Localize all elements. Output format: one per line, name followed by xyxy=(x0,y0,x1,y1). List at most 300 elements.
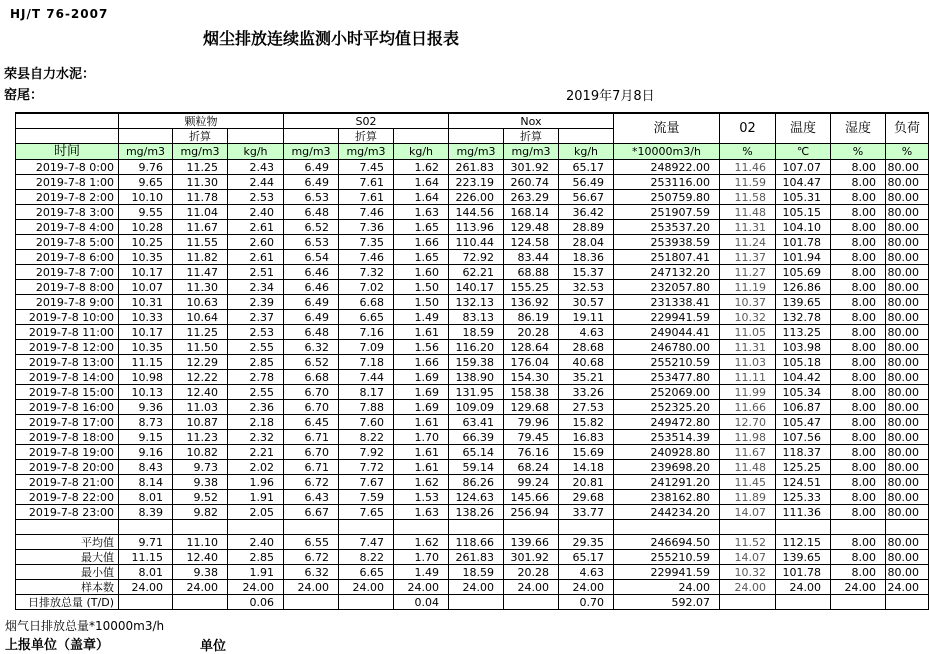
table-row xyxy=(16,355,929,370)
value-cell: 8.00 xyxy=(831,445,886,460)
value-cell: 101.78 xyxy=(776,565,831,580)
value-cell: 10.32 xyxy=(720,565,776,580)
value-cell: 239698.20 xyxy=(614,460,720,475)
value-cell: 132.78 xyxy=(776,310,831,325)
value-cell: 10.64 xyxy=(173,310,228,325)
value-cell xyxy=(720,520,776,535)
value-cell: 11.98 xyxy=(720,430,776,445)
value-cell: 11.03 xyxy=(173,400,228,415)
value-cell: 229941.59 xyxy=(614,565,720,580)
value-cell: 124.58 xyxy=(504,235,559,250)
value-cell xyxy=(831,520,886,535)
value-cell: 7.36 xyxy=(339,220,394,235)
reporting-unit-label: 上报单位（盖章） xyxy=(5,638,110,653)
value-cell: 9.55 xyxy=(119,205,173,220)
value-cell: 1.69 xyxy=(394,400,449,415)
page-title: 烟尘排放连续监测小时平均值日报表 xyxy=(202,29,459,48)
value-cell: 6.46 xyxy=(284,265,339,280)
value-cell: 80.00 xyxy=(886,415,929,430)
value-cell: 80.00 xyxy=(886,265,929,280)
value-cell: 9.38 xyxy=(173,475,228,490)
value-cell: 6.45 xyxy=(284,415,339,430)
value-cell: 35.21 xyxy=(559,370,614,385)
value-cell: 11.25 xyxy=(173,325,228,340)
row-label: 2019-7-8 22:00 xyxy=(16,490,119,505)
value-cell: 253537.20 xyxy=(614,220,720,235)
value-cell: 80.00 xyxy=(886,205,929,220)
value-cell: 155.25 xyxy=(504,280,559,295)
value-cell: 158.38 xyxy=(504,385,559,400)
value-cell: 11.37 xyxy=(720,250,776,265)
value-cell: 9.76 xyxy=(119,160,173,175)
value-cell: 80.00 xyxy=(886,190,929,205)
value-cell: 8.00 xyxy=(831,325,886,340)
value-cell: 1.69 xyxy=(394,370,449,385)
value-cell: 105.15 xyxy=(776,205,831,220)
value-cell: 8.00 xyxy=(831,295,886,310)
value-cell: 19.11 xyxy=(559,310,614,325)
value-cell: 104.47 xyxy=(776,175,831,190)
value-cell: 11.31 xyxy=(720,340,776,355)
value-cell: 9.65 xyxy=(119,175,173,190)
value-cell: 65.14 xyxy=(449,445,504,460)
row-label: 2019-7-8 5:00 xyxy=(16,235,119,250)
value-cell: 124.63 xyxy=(449,490,504,505)
value-cell: 8.00 xyxy=(831,370,886,385)
value-cell: 253938.59 xyxy=(614,235,720,250)
value-cell: 18.59 xyxy=(449,565,504,580)
value-cell xyxy=(228,520,284,535)
value-cell: 6.68 xyxy=(284,370,339,385)
value-cell: 139.65 xyxy=(776,550,831,565)
value-cell xyxy=(173,595,228,610)
row-label: 2019-7-8 17:00 xyxy=(16,415,119,430)
value-cell: 105.69 xyxy=(776,265,831,280)
group-nox: Nox xyxy=(449,113,614,129)
value-cell: 11.67 xyxy=(173,220,228,235)
value-cell: 226.00 xyxy=(449,190,504,205)
value-cell: 8.00 xyxy=(831,265,886,280)
value-cell: 6.71 xyxy=(284,430,339,445)
unit-header-row: 时间 mg/m3 mg/m3 kg/h mg/m3 mg/m3 kg/h mg/m3 mg/m3 kg/h *10000m3/h % ℃ % % xyxy=(16,144,929,160)
value-cell: 65.17 xyxy=(559,550,614,565)
value-cell: 32.53 xyxy=(559,280,614,295)
value-cell: 14.18 xyxy=(559,460,614,475)
value-cell: 301.92 xyxy=(504,160,559,175)
value-cell: 1.49 xyxy=(394,310,449,325)
value-cell: 7.92 xyxy=(339,445,394,460)
value-cell xyxy=(720,595,776,610)
value-cell: 6.67 xyxy=(284,505,339,520)
value-cell: 132.13 xyxy=(449,295,504,310)
value-cell: 11.04 xyxy=(173,205,228,220)
value-cell: 8.17 xyxy=(339,385,394,400)
value-cell: 28.04 xyxy=(559,235,614,250)
monitoring-point: 窑尾： xyxy=(4,88,44,103)
value-cell: 80.00 xyxy=(886,160,929,175)
spacer-row xyxy=(16,520,929,535)
value-cell: 103.98 xyxy=(776,340,831,355)
value-cell: 80.00 xyxy=(886,220,929,235)
value-cell xyxy=(776,520,831,535)
value-cell: 1.66 xyxy=(394,235,449,250)
value-cell: 7.47 xyxy=(339,535,394,550)
value-cell: 6.65 xyxy=(339,310,394,325)
value-cell: 15.69 xyxy=(559,445,614,460)
value-cell: 10.10 xyxy=(119,190,173,205)
value-cell: 83.44 xyxy=(504,250,559,265)
standard-code: HJ/T 76-2007 xyxy=(10,7,109,21)
value-cell: 68.88 xyxy=(504,265,559,280)
value-cell: 16.83 xyxy=(559,430,614,445)
value-cell: 8.00 xyxy=(831,235,886,250)
value-cell: 27.53 xyxy=(559,400,614,415)
value-cell: 231338.41 xyxy=(614,295,720,310)
value-cell: 10.37 xyxy=(720,295,776,310)
value-cell: 11.10 xyxy=(173,535,228,550)
value-cell: 6.48 xyxy=(284,325,339,340)
value-cell: 124.51 xyxy=(776,475,831,490)
value-cell: 138.90 xyxy=(449,370,504,385)
value-cell: 8.00 xyxy=(831,175,886,190)
value-cell: 33.77 xyxy=(559,505,614,520)
value-cell: 8.01 xyxy=(119,490,173,505)
value-cell: 11.47 xyxy=(173,265,228,280)
value-cell: 30.57 xyxy=(559,295,614,310)
value-cell: 10.33 xyxy=(119,310,173,325)
value-cell: 7.35 xyxy=(339,235,394,250)
value-cell: 80.00 xyxy=(886,490,929,505)
value-cell: 10.32 xyxy=(720,310,776,325)
value-cell: 255210.59 xyxy=(614,550,720,565)
value-cell: 80.00 xyxy=(886,385,929,400)
value-cell: 6.49 xyxy=(284,310,339,325)
value-cell: 24.00 xyxy=(228,580,284,595)
value-cell: 80.00 xyxy=(886,475,929,490)
value-cell: 2.39 xyxy=(228,295,284,310)
value-cell: 11.15 xyxy=(119,550,173,565)
value-cell: 104.10 xyxy=(776,220,831,235)
value-cell: 24.00 xyxy=(504,580,559,595)
value-cell: 7.72 xyxy=(339,460,394,475)
value-cell xyxy=(449,520,504,535)
value-cell: 238162.80 xyxy=(614,490,720,505)
row-label: 2019-7-8 14:00 xyxy=(16,370,119,385)
value-cell xyxy=(119,595,173,610)
value-cell: 252069.00 xyxy=(614,385,720,400)
value-cell: 2.44 xyxy=(228,175,284,190)
value-cell: 29.35 xyxy=(559,535,614,550)
value-cell: 8.00 xyxy=(831,190,886,205)
value-cell: 260.74 xyxy=(504,175,559,190)
value-cell: 40.68 xyxy=(559,355,614,370)
value-cell: 2.53 xyxy=(228,190,284,205)
value-cell: 10.13 xyxy=(119,385,173,400)
value-cell: 33.26 xyxy=(559,385,614,400)
row-label: 2019-7-8 0:00 xyxy=(16,160,119,175)
row-label: 2019-7-8 16:00 xyxy=(16,400,119,415)
value-cell: 2.61 xyxy=(228,250,284,265)
value-cell: 154.30 xyxy=(504,370,559,385)
value-cell: 8.00 xyxy=(831,220,886,235)
value-cell: 7.46 xyxy=(339,250,394,265)
value-cell: 7.44 xyxy=(339,370,394,385)
value-cell xyxy=(339,595,394,610)
value-cell: 9.38 xyxy=(173,565,228,580)
value-cell: 59.14 xyxy=(449,460,504,475)
table-row xyxy=(16,505,929,520)
value-cell xyxy=(504,520,559,535)
table-row xyxy=(16,475,929,490)
value-cell: 10.35 xyxy=(119,250,173,265)
value-cell: 11.50 xyxy=(173,340,228,355)
value-cell xyxy=(831,595,886,610)
table-row xyxy=(16,235,929,250)
value-cell: 11.66 xyxy=(720,400,776,415)
value-cell: 159.38 xyxy=(449,355,504,370)
table-row xyxy=(16,460,929,475)
value-cell: 18.59 xyxy=(449,325,504,340)
value-cell: 8.00 xyxy=(831,400,886,415)
value-cell: 10.25 xyxy=(119,235,173,250)
value-cell: 139.66 xyxy=(504,535,559,550)
value-cell: 11.58 xyxy=(720,190,776,205)
value-cell xyxy=(504,595,559,610)
value-cell: 24.00 xyxy=(173,580,228,595)
row-label: 2019-7-8 3:00 xyxy=(16,205,119,220)
value-cell: 6.32 xyxy=(284,565,339,580)
value-cell: 1.66 xyxy=(394,355,449,370)
value-cell: 7.65 xyxy=(339,505,394,520)
value-cell: 11.89 xyxy=(720,490,776,505)
value-cell: 2.85 xyxy=(228,355,284,370)
value-cell: 8.00 xyxy=(831,310,886,325)
value-cell: 12.70 xyxy=(720,415,776,430)
value-cell: 8.01 xyxy=(119,565,173,580)
value-cell: 2.55 xyxy=(228,340,284,355)
value-cell: 7.61 xyxy=(339,175,394,190)
value-cell: 8.00 xyxy=(831,355,886,370)
value-cell: 10.82 xyxy=(173,445,228,460)
value-cell: 80.00 xyxy=(886,310,929,325)
value-cell: 2.34 xyxy=(228,280,284,295)
value-cell: 8.00 xyxy=(831,565,886,580)
value-cell: 11.82 xyxy=(173,250,228,265)
value-cell: 1.61 xyxy=(394,325,449,340)
value-cell: 2.55 xyxy=(228,385,284,400)
table-row xyxy=(16,160,929,175)
value-cell: 253477.80 xyxy=(614,370,720,385)
value-cell: 20.28 xyxy=(504,565,559,580)
value-cell: 7.61 xyxy=(339,190,394,205)
value-cell: 10.35 xyxy=(119,340,173,355)
value-cell: 6.70 xyxy=(284,445,339,460)
value-cell: 11.45 xyxy=(720,475,776,490)
value-cell: 9.15 xyxy=(119,430,173,445)
value-cell: 20.28 xyxy=(504,325,559,340)
value-cell: 1.91 xyxy=(228,490,284,505)
col-load: 负荷 xyxy=(886,113,929,144)
value-cell: 2.05 xyxy=(228,505,284,520)
value-cell: 9.52 xyxy=(173,490,228,505)
value-cell: 11.23 xyxy=(173,430,228,445)
value-cell: 246780.00 xyxy=(614,340,720,355)
value-cell: 6.70 xyxy=(284,400,339,415)
value-cell: 249044.41 xyxy=(614,325,720,340)
value-cell xyxy=(339,520,394,535)
value-cell: 6.32 xyxy=(284,340,339,355)
group-so2: S02 xyxy=(284,113,449,129)
value-cell xyxy=(886,520,929,535)
value-cell: 24.00 xyxy=(886,580,929,595)
value-cell: 8.00 xyxy=(831,250,886,265)
value-cell: 2.43 xyxy=(228,160,284,175)
value-cell: 11.03 xyxy=(720,355,776,370)
value-cell: 6.52 xyxy=(284,220,339,235)
value-cell: 8.00 xyxy=(831,490,886,505)
value-cell: 6.70 xyxy=(284,385,339,400)
value-cell: 105.18 xyxy=(776,355,831,370)
value-cell: 9.16 xyxy=(119,445,173,460)
value-cell: 80.00 xyxy=(886,175,929,190)
value-cell: 1.91 xyxy=(228,565,284,580)
value-cell: 11.48 xyxy=(720,460,776,475)
value-cell: 80.00 xyxy=(886,370,929,385)
value-cell: 14.07 xyxy=(720,505,776,520)
value-cell: 80.00 xyxy=(886,430,929,445)
table-row xyxy=(16,310,929,325)
value-cell: 8.43 xyxy=(119,460,173,475)
value-cell: 79.96 xyxy=(504,415,559,430)
value-cell: 2.51 xyxy=(228,265,284,280)
value-cell: 6.55 xyxy=(284,535,339,550)
value-cell: 1.60 xyxy=(394,265,449,280)
row-label: 最小值 xyxy=(16,565,119,580)
summary-row xyxy=(16,550,929,565)
row-label: 2019-7-8 13:00 xyxy=(16,355,119,370)
value-cell: 1.63 xyxy=(394,205,449,220)
table-row xyxy=(16,415,929,430)
value-cell: 113.96 xyxy=(449,220,504,235)
value-cell: 8.39 xyxy=(119,505,173,520)
value-cell: 7.32 xyxy=(339,265,394,280)
value-cell: 79.45 xyxy=(504,430,559,445)
value-cell: 2.36 xyxy=(228,400,284,415)
value-cell: 6.46 xyxy=(284,280,339,295)
value-cell: 8.00 xyxy=(831,385,886,400)
value-cell: 10.28 xyxy=(119,220,173,235)
value-cell: 8.00 xyxy=(831,460,886,475)
value-cell xyxy=(886,595,929,610)
value-cell: 56.49 xyxy=(559,175,614,190)
time-header-blank xyxy=(16,113,119,129)
value-cell: 7.18 xyxy=(339,355,394,370)
value-cell: 80.00 xyxy=(886,280,929,295)
value-cell: 118.37 xyxy=(776,445,831,460)
value-cell: 8.00 xyxy=(831,415,886,430)
value-cell: 11.31 xyxy=(720,220,776,235)
value-cell: 101.94 xyxy=(776,250,831,265)
value-cell: 66.39 xyxy=(449,430,504,445)
value-cell: 72.92 xyxy=(449,250,504,265)
value-cell: 7.60 xyxy=(339,415,394,430)
monitoring-data-table xyxy=(15,112,929,610)
value-cell: 28.68 xyxy=(559,340,614,355)
value-cell: 86.19 xyxy=(504,310,559,325)
value-cell: 253116.00 xyxy=(614,175,720,190)
value-cell: 256.94 xyxy=(504,505,559,520)
value-cell: 250759.80 xyxy=(614,190,720,205)
value-cell: 1.56 xyxy=(394,340,449,355)
value-cell: 138.26 xyxy=(449,505,504,520)
value-cell: 24.00 xyxy=(831,580,886,595)
row-label: 平均值 xyxy=(16,535,119,550)
row-label: 2019-7-8 11:00 xyxy=(16,325,119,340)
value-cell: 11.59 xyxy=(720,175,776,190)
value-cell: 8.00 xyxy=(831,160,886,175)
value-cell: 15.82 xyxy=(559,415,614,430)
row-label: 2019-7-8 21:00 xyxy=(16,475,119,490)
converted-label-nox: 折算 xyxy=(504,129,559,144)
value-cell: 129.48 xyxy=(504,220,559,235)
value-cell: 105.34 xyxy=(776,385,831,400)
unit-label: 单位 xyxy=(200,639,227,654)
value-cell: 129.68 xyxy=(504,400,559,415)
value-cell: 131.95 xyxy=(449,385,504,400)
value-cell: 113.25 xyxy=(776,325,831,340)
value-cell: 11.05 xyxy=(720,325,776,340)
value-cell: 11.46 xyxy=(720,160,776,175)
value-cell: 8.22 xyxy=(339,550,394,565)
value-cell: 2.32 xyxy=(228,430,284,445)
value-cell: 2.37 xyxy=(228,310,284,325)
value-cell: 80.00 xyxy=(886,235,929,250)
value-cell: 10.31 xyxy=(119,295,173,310)
time-header: 时间 xyxy=(16,144,119,160)
value-cell: 101.78 xyxy=(776,235,831,250)
table-row xyxy=(16,175,929,190)
value-cell: 8.00 xyxy=(831,535,886,550)
value-cell: 249472.80 xyxy=(614,415,720,430)
value-cell: 248922.00 xyxy=(614,160,720,175)
value-cell: 6.68 xyxy=(339,295,394,310)
value-cell: 168.14 xyxy=(504,205,559,220)
value-cell: 9.36 xyxy=(119,400,173,415)
value-cell: 6.72 xyxy=(284,475,339,490)
row-label: 2019-7-8 20:00 xyxy=(16,460,119,475)
value-cell: 80.00 xyxy=(886,550,929,565)
table-row xyxy=(16,295,929,310)
value-cell: 1.62 xyxy=(394,475,449,490)
value-cell: 12.29 xyxy=(173,355,228,370)
value-cell: 80.00 xyxy=(886,325,929,340)
value-cell: 125.33 xyxy=(776,490,831,505)
value-cell: 6.65 xyxy=(339,565,394,580)
value-cell: 11.99 xyxy=(720,385,776,400)
value-cell xyxy=(173,520,228,535)
value-cell xyxy=(394,520,449,535)
value-cell: 176.04 xyxy=(504,355,559,370)
row-label: 2019-7-8 12:00 xyxy=(16,340,119,355)
value-cell: 86.26 xyxy=(449,475,504,490)
value-cell: 80.00 xyxy=(886,295,929,310)
value-cell: 6.52 xyxy=(284,355,339,370)
value-cell: 240928.80 xyxy=(614,445,720,460)
value-cell: 252325.20 xyxy=(614,400,720,415)
value-cell: 80.00 xyxy=(886,400,929,415)
value-cell: 232057.80 xyxy=(614,280,720,295)
row-label: 样本数 xyxy=(16,580,119,595)
